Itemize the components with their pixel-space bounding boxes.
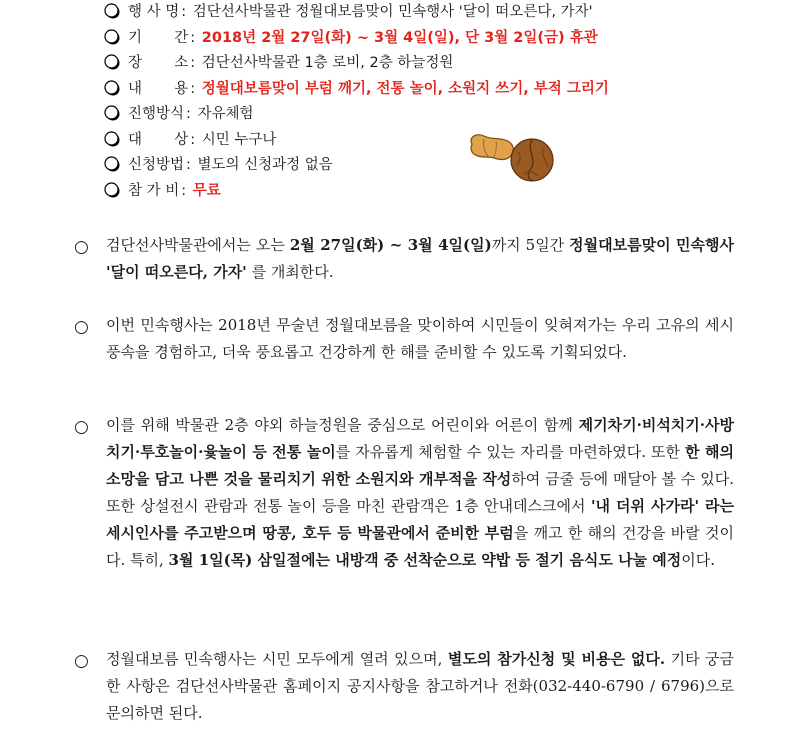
info-label: 장 소	[128, 55, 189, 71]
info-label: 진행방식	[128, 106, 185, 122]
circle-bullet: ○	[74, 417, 89, 437]
info-value: 시민 누구나	[201, 131, 277, 148]
event-info-list	[104, 0, 784, 204]
info-value: 무료	[192, 182, 221, 199]
circle-bullet: ○	[74, 237, 89, 257]
info-label: 기 간	[128, 29, 189, 46]
paragraph-2: ○ 이번 민속행사는 2018년 무술년 정월대보름을 맞이하여 시민들이 잊혀져가는 우리 고유의 세시 풍속을 경험하고, 더욱 풍요롭고 건강하게 한 해를 준비할 수 있도록 기획되었다.	[74, 316, 734, 361]
info-label: 행 사 명	[128, 4, 180, 20]
info-row-method: 진행방식 : 자유체험	[104, 102, 784, 128]
info-value: 검단선사박물관 1층 로비, 2층 하늘정원	[201, 55, 454, 71]
info-row-application: 신청방법 : 별도의 신청과정 없음	[104, 153, 784, 179]
circle-bullet: ○	[74, 651, 89, 671]
info-value: 정월대보름맞이 부럼 깨기, 전통 놀이, 소원지 쓰기, 부적 그리기	[201, 80, 609, 97]
circle-bullet-icon	[104, 80, 120, 96]
info-row-place: 장 소 : 검단선사박물관 1층 로비, 2층 하늘정원	[104, 51, 784, 77]
circle-bullet-icon	[104, 29, 120, 45]
circle-bullet-icon	[104, 156, 120, 172]
circle-bullet-icon	[104, 131, 120, 147]
paragraph-1: ○ 검단선사박물관에서는 오는 2월 27일(화) ~ 3월 4일(일)까지 5일간 정월대보름맞이 민속행사 '달이 떠오른다, 가자' 를 개최한다.	[74, 236, 734, 281]
circle-bullet-icon	[104, 54, 120, 70]
info-label: 내 용	[128, 80, 189, 97]
info-label: 대 상	[128, 131, 189, 148]
info-row-period: 기 간 : 2018년 2월 27일(화) ~ 3월 4일(일), 단 3월 2일(금) 휴관	[104, 26, 784, 52]
circle-bullet-icon	[104, 182, 120, 198]
peanut-walnut-icon	[466, 130, 556, 185]
info-label: 참 가 비	[128, 182, 180, 199]
info-label: 신청방법	[128, 157, 185, 173]
info-value: 별도의 신청과정 없음	[197, 157, 333, 173]
info-row-title: 행 사 명 : 검단선사박물관 정월대보름맞이 민속행사 '달이 떠오른다, 가자'	[104, 0, 784, 26]
info-row-content: 내 용 : 정월대보름맞이 부럼 깨기, 전통 놀이, 소원지 쓰기, 부적 그리기	[104, 77, 784, 103]
info-value: 검단선사박물관 정월대보름맞이 민속행사 '달이 떠오른다, 가자'	[192, 4, 593, 20]
circle-bullet-icon	[104, 105, 120, 121]
info-row-fee: 참 가 비 : 무료	[104, 179, 784, 205]
circle-bullet-icon	[104, 3, 120, 19]
info-value: 자유체험	[197, 106, 254, 122]
circle-bullet: ○	[74, 317, 89, 337]
paragraph-4: ○ 정월대보름 민속행사는 시민 모두에게 열려 있으며, 별도의 참가신청 및 비용은 없다. 기타 궁금한 사항은 검단선사박물관 홈페이지 공지사항을 참고하거나 전화(032-440-6790 / 6796)으로 문의하면 된다.	[74, 650, 734, 722]
info-value: 2018년 2월 27일(화) ~ 3월 4일(일), 단 3월 2일(금) 휴관	[201, 29, 598, 46]
info-row-target: 대 상 : 시민 누구나	[104, 128, 784, 154]
paragraph-3: ○ 이를 위해 박물관 2층 야외 하늘정원을 중심으로 어린이와 어른이 함께 제기차기·비석치기·사방치기·투호놀이·윷놀이 등 전통 놀이를 자유롭게 체험할 수 있는 자리를 마련하였다. 또한 한 해의 소망을 담고 나쁜 것을 물리치기 위한 소원지와 개부적을 작성하여 금줄 등에 매달아 볼 수 있다. 또한 상설전시 관람과 전통 놀이 등을 마친 관람객은 1층 안내데스크에서 '내 더위 사가라' 라는 세시인사를 주고받으며 땅콩, 호두 등 박물관에서 준비한 부럼을 깨고 한 해의 건강을 바랄 것이다. 특히, 3월 1일(목) 삼일절에는 내방객 중 선착순으로 약밥 등 절기 음식도 나눌 예정이다.	[74, 416, 735, 569]
